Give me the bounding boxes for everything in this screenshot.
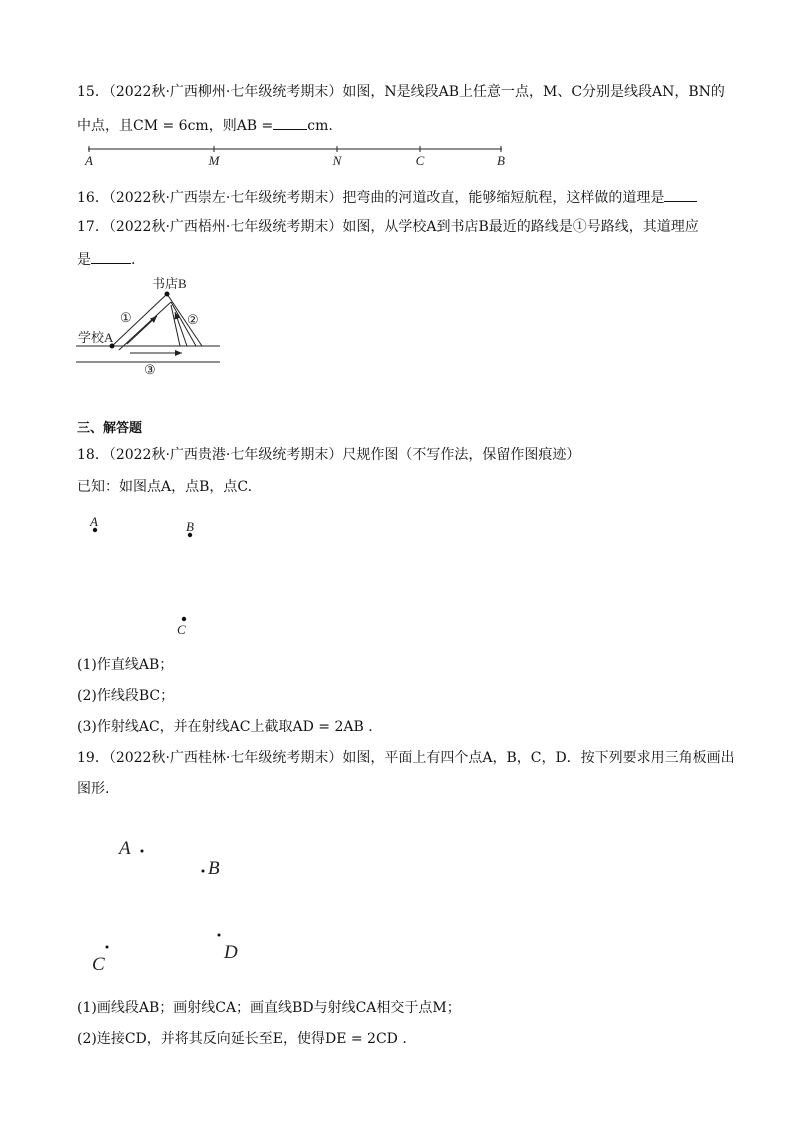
q18-line1: 18．（2022秋·广西贵港·七年级统考期末）尺规作图（不写作法，保留作图痕迹） <box>77 447 581 463</box>
q16-text: 16．（2022秋·广西崇左·七年级统考期末）把弯曲的河道改直，能够缩短航程，这样做的道理是 <box>77 190 665 206</box>
q17-route2-label: ② <box>187 312 199 327</box>
q19-task1: (1)画线段AB；画射线CA；画直线BD与射线CA相交于点M； <box>77 1000 461 1016</box>
q19-point-a: A <box>119 838 131 859</box>
section-heading: 三、解答题 <box>77 421 143 436</box>
q15-point-m: M <box>208 153 220 168</box>
q17-school-label: 学校A <box>78 330 114 345</box>
q19-point-c: C <box>92 954 105 975</box>
q19-line2: 图形. <box>77 781 110 797</box>
q18-point-c: C <box>177 622 186 637</box>
q15-point-a: A <box>85 153 93 168</box>
q15-unit: cm. <box>307 118 333 134</box>
q18-task2: (2)作线段BC； <box>77 688 175 704</box>
q17-line1: 17．（2022秋·广西梧州·七年级统考期末）如图，从学校A到书店B最近的路线是①号路线，其道理应 <box>77 219 699 235</box>
q19-point-b: B <box>208 858 220 879</box>
q17-route3-label: ③ <box>144 362 156 377</box>
q19-point-d: D <box>224 942 238 963</box>
q17-route1-label: ① <box>120 310 132 325</box>
q17-store-label: 书店B <box>152 276 187 291</box>
q15-line2-text: 中点，且CM = 6cm，则AB = <box>77 118 274 134</box>
q19-task2: (2)连接CD，并将其反向延长至E，使得DE = 2CD . <box>77 1031 407 1047</box>
q18-line2: 已知：如图点A，点B，点C. <box>77 479 253 495</box>
q17-period: . <box>131 252 136 268</box>
q17-line2-text: 是 <box>77 252 91 268</box>
q15-line1: 15．（2022秋·广西柳州·七年级统考期末）如图，N是线段AB上任意一点，M、C分别是线段AN，BN的 <box>77 84 725 100</box>
q15-point-c: C <box>415 153 425 168</box>
q15-point-n: N <box>332 153 342 168</box>
q18-point-b: B <box>186 519 194 534</box>
q19-line1: 19．（2022秋·广西桂林·七年级统考期末）如图，平面上有四个点A，B，C，D．按下列要求用三角板画出 <box>77 750 735 766</box>
q18-point-a: A <box>90 514 98 529</box>
q18-task3: (3)作射线AC，并在射线AC上截取AD = 2AB . <box>77 719 373 735</box>
q18-task1: (1)作直线AB； <box>77 657 174 673</box>
q15-point-b: B <box>497 153 505 168</box>
